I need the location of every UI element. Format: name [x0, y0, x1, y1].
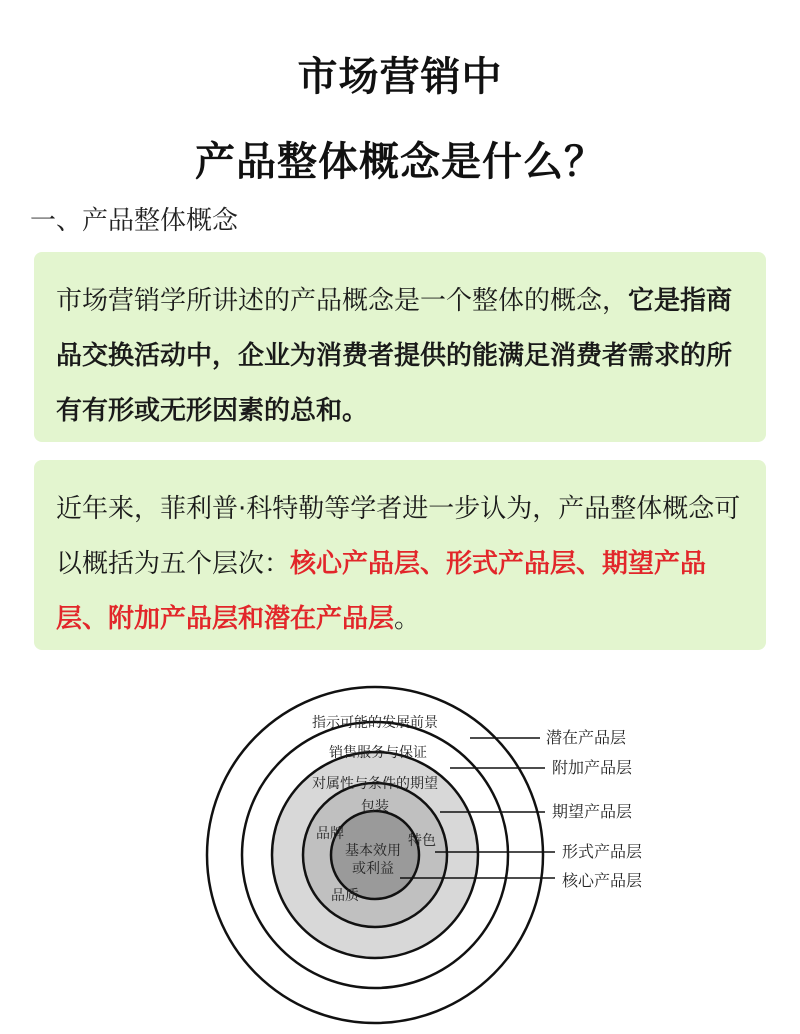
label-formal: 形式产品层 — [562, 842, 643, 861]
text-augmented: 销售服务与保证 — [329, 745, 427, 761]
page-title-line1: 市场营销中 — [297, 54, 503, 100]
text-core-line1: 基本效用 — [345, 843, 401, 859]
text-feature: 特色 — [408, 833, 436, 849]
label-potential: 潜在产品层 — [546, 728, 627, 747]
definition-text-normal: 市场营销学所讲述的产品概念是一个整体的概念， — [56, 286, 629, 316]
text-expected: 对属性与条件的期望 — [312, 776, 438, 792]
levels-card — [34, 460, 766, 650]
label-augmented: 附加产品层 — [552, 758, 633, 777]
text-packaging: 包装 — [361, 799, 389, 815]
label-core: 核心产品层 — [562, 871, 643, 890]
levels-text-end: 。 — [394, 604, 421, 634]
text-quality: 品质 — [331, 888, 359, 904]
product-levels-diagram — [0, 680, 800, 1034]
definition-card — [34, 252, 766, 442]
page-title-line2: 产品整体概念是什么？ — [195, 139, 605, 185]
levels-text-normal: 近年来，菲利普·科特勒等学者进一步认为，产品整体概念可以概括为五个层次： — [56, 494, 741, 579]
definition-text-bold: 它是指商品交换活动中，企业为消费者提供的能满足消费者需求的所有有形或无形因素的总和。 — [56, 286, 733, 426]
section-heading: 一、产品整体概念 — [30, 206, 239, 236]
text-core-line2: 或利益 — [352, 861, 394, 877]
levels-text-highlight: 核心产品层、形式产品层、期望产品层、附加产品层和潜在产品层 — [56, 549, 707, 634]
label-expected: 期望产品层 — [552, 802, 633, 821]
text-potential: 指示可能的发展前景 — [312, 715, 438, 731]
text-brand: 品牌 — [316, 826, 344, 842]
